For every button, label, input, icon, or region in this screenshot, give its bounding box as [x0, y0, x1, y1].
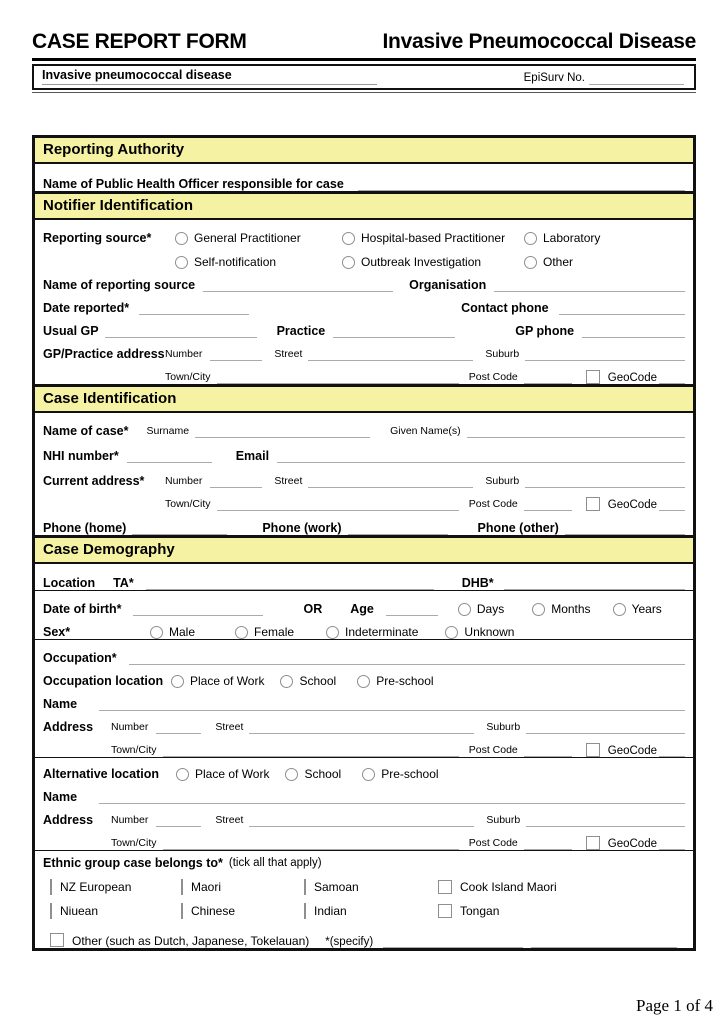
alt-suburb-input[interactable] — [526, 812, 685, 827]
option-indeterminate[interactable] — [326, 625, 418, 639]
gp-number-input[interactable] — [210, 346, 262, 361]
radio-male[interactable] — [150, 626, 163, 639]
option-label: Samoan — [314, 880, 359, 894]
option-hospital-based-practitioner[interactable] — [342, 231, 524, 245]
radio-alt-place-of-work[interactable] — [176, 768, 189, 781]
post-code-label: Post Code — [468, 837, 518, 849]
town-city-label: Town/City — [165, 498, 211, 510]
location-label: Location — [43, 576, 96, 590]
option-occ-place-of-work[interactable] — [171, 674, 264, 688]
row-nhi-email — [35, 438, 693, 463]
age-input[interactable] — [386, 601, 438, 616]
geocode-label: GeoCode — [607, 745, 657, 757]
option-label: Other — [543, 255, 574, 269]
officer-name-input[interactable] — [358, 176, 685, 191]
radio-alt-pre-school[interactable] — [362, 768, 375, 781]
nhi-input[interactable] — [127, 448, 212, 463]
option-ethnic-other[interactable] — [50, 933, 309, 948]
number-label: Number — [111, 814, 149, 826]
reporting-source-name-label: Name of reporting source — [43, 278, 196, 292]
option-label: Place of Work — [195, 767, 270, 781]
specify-input-1[interactable] — [383, 933, 523, 948]
occ-towncity-input[interactable] — [163, 742, 459, 757]
street-label: Street — [274, 348, 303, 360]
row-alt-address — [35, 804, 693, 827]
row-ethnic-other — [35, 923, 693, 948]
reporting-source-label: Reporting source* — [43, 231, 152, 245]
checkbox-cook-island-maori[interactable] — [438, 880, 452, 894]
box-shadow-rule — [32, 92, 696, 93]
option-maori[interactable] — [181, 880, 304, 894]
suburb-label: Suburb — [486, 814, 521, 826]
surname-label: Surname — [146, 425, 190, 437]
row-date-of-birth — [35, 591, 693, 616]
phone-home-input[interactable] — [132, 520, 227, 535]
usual-gp-label: Usual GP — [43, 324, 99, 338]
contact-phone-input[interactable] — [559, 300, 685, 315]
title-bar — [32, 30, 696, 54]
street-label: Street — [215, 814, 244, 826]
checkbox-samoan[interactable] — [304, 879, 306, 895]
option-label: Maori — [191, 880, 222, 894]
radio-laboratory[interactable] — [524, 232, 537, 245]
ta-input[interactable] — [146, 575, 434, 590]
radio-occ-place-of-work[interactable] — [171, 675, 184, 688]
radio-indeterminate[interactable] — [326, 626, 339, 639]
option-label: Chinese — [191, 904, 236, 918]
case-towncity-input[interactable] — [217, 496, 459, 511]
row-reporting-source-2 — [35, 245, 693, 269]
number-label: Number — [165, 475, 203, 487]
date-reported-input[interactable] — [139, 300, 249, 315]
radio-occ-school[interactable] — [280, 675, 293, 688]
option-label: Cook Island Maori — [460, 880, 557, 894]
title-rule — [32, 58, 696, 61]
occ-postcode-input[interactable] — [524, 742, 572, 757]
option-alt-pre-school[interactable] — [362, 767, 438, 781]
post-code-label: Post Code — [468, 498, 518, 510]
radio-other-source[interactable] — [524, 256, 537, 269]
option-chinese[interactable] — [181, 904, 304, 918]
contact-phone-label: Contact phone — [461, 301, 549, 315]
row-officer — [35, 164, 693, 191]
option-outbreak-investigation[interactable] — [342, 255, 524, 269]
disease-name-value: Invasive pneumococcal disease — [42, 68, 377, 85]
phone-other-label: Phone (other) — [477, 521, 559, 535]
row-reporting-source-name — [35, 269, 693, 292]
checkbox-geocode-occ[interactable] — [586, 743, 600, 757]
section-reporting-authority: Reporting Authority — [35, 138, 693, 164]
option-label: Niuean — [60, 904, 99, 918]
checkbox-geocode-case[interactable] — [586, 497, 600, 511]
option-label: Female — [254, 625, 295, 639]
radio-self-notification[interactable] — [175, 256, 188, 269]
option-occ-pre-school[interactable] — [357, 674, 433, 688]
row-gp-town-city — [35, 361, 693, 384]
section-notifier-identification: Notifier Identification — [35, 191, 693, 220]
row-alt-name — [35, 781, 693, 804]
section-case-identification: Case Identification — [35, 384, 693, 413]
alt-number-input[interactable] — [156, 812, 201, 827]
street-label: Street — [215, 721, 244, 733]
nhi-number-label: NHI number* — [43, 449, 119, 463]
phone-work-label: Phone (work) — [262, 521, 342, 535]
option-label: School — [299, 674, 337, 688]
radio-months[interactable] — [532, 603, 545, 616]
row-sex — [35, 616, 693, 639]
given-names-input[interactable] — [467, 423, 685, 438]
row-alt-town-city — [35, 827, 693, 850]
town-city-label: Town/City — [111, 744, 157, 756]
row-occ-town-city — [35, 734, 693, 757]
option-self-notification[interactable] — [175, 255, 342, 269]
case-suburb-input[interactable] — [525, 473, 685, 488]
address-label: Address — [43, 720, 94, 734]
option-label: Self-notification — [194, 255, 277, 269]
row-usual-gp — [35, 315, 693, 338]
occ-suburb-input[interactable] — [526, 719, 685, 734]
checkbox-geocode-gp[interactable] — [586, 370, 600, 384]
reporting-source-name-input[interactable] — [203, 277, 393, 292]
option-label: Pre-school — [376, 674, 434, 688]
alt-geocode-input[interactable] — [659, 835, 685, 850]
checkbox-chinese[interactable] — [181, 903, 183, 919]
street-label: Street — [274, 475, 303, 487]
option-unknown[interactable] — [445, 625, 514, 639]
checkbox-tongan[interactable] — [438, 904, 452, 918]
gp-postcode-input[interactable] — [524, 369, 572, 384]
episurv-input[interactable] — [589, 70, 684, 85]
alt-postcode-input[interactable] — [524, 835, 572, 850]
dhb-label: DHB* — [461, 576, 494, 590]
geocode-label: GeoCode — [607, 372, 657, 384]
geocode-label: GeoCode — [607, 499, 657, 511]
date-of-birth-label: Date of birth* — [43, 602, 122, 616]
option-label: Other (such as Dutch, Japanese, Tokelauan) — [72, 934, 310, 948]
checkbox-maori[interactable] — [181, 879, 183, 895]
radio-unknown[interactable] — [445, 626, 458, 639]
option-male[interactable] — [150, 625, 195, 639]
gp-geocode-input[interactable] — [659, 369, 685, 384]
radio-outbreak-investigation[interactable] — [342, 256, 355, 269]
radio-years[interactable] — [613, 603, 626, 616]
gp-suburb-input[interactable] — [525, 346, 685, 361]
organisation-label: Organisation — [409, 278, 487, 292]
email-input[interactable] — [277, 448, 685, 463]
or-label: OR — [303, 602, 323, 616]
option-cook-island-maori[interactable] — [438, 880, 557, 894]
practice-label: Practice — [276, 324, 326, 338]
option-months[interactable] — [532, 602, 590, 616]
radio-hospital-based-practitioner[interactable] — [342, 232, 355, 245]
suburb-label: Suburb — [486, 721, 521, 733]
row-name-of-case — [35, 413, 693, 438]
suburb-label: Suburb — [485, 348, 520, 360]
town-city-label: Town/City — [165, 371, 211, 383]
geocode-label: GeoCode — [607, 838, 657, 850]
alternative-location-label: Alternative location — [43, 767, 159, 781]
alt-name-input[interactable] — [99, 789, 685, 804]
specify-input-2[interactable] — [531, 933, 677, 948]
option-label: Unknown — [464, 625, 515, 639]
case-postcode-input[interactable] — [524, 496, 572, 511]
given-names-label: Given Name(s) — [390, 425, 461, 437]
occupation-location-label: Occupation location — [43, 674, 164, 688]
dhb-input[interactable] — [504, 575, 685, 590]
option-alt-school[interactable] — [285, 767, 341, 781]
form-title: CASE REPORT FORM — [32, 30, 247, 53]
number-label: Number — [165, 348, 203, 360]
row-location — [35, 564, 693, 590]
age-label: Age — [350, 602, 374, 616]
dob-input[interactable] — [133, 601, 263, 616]
option-niuean[interactable] — [50, 904, 181, 918]
current-address-label: Current address* — [43, 474, 145, 488]
radio-occ-pre-school[interactable] — [357, 675, 370, 688]
organisation-input[interactable] — [494, 277, 685, 292]
suburb-label: Suburb — [485, 475, 520, 487]
option-years[interactable] — [613, 602, 662, 616]
row-occupation — [35, 640, 693, 665]
option-general-practitioner[interactable] — [175, 231, 342, 245]
row-alternative-location — [35, 758, 693, 781]
option-label: Months — [551, 602, 591, 616]
specify-label: *(specify) — [325, 936, 374, 948]
post-code-label: Post Code — [468, 744, 518, 756]
gp-practice-address-label: GP/Practice address — [43, 347, 165, 361]
row-ethnic-label — [35, 851, 693, 875]
name-of-case-label: Name of case* — [43, 424, 129, 438]
row-case-town-city — [35, 488, 693, 511]
ethnic-note: (tick all that apply) — [228, 857, 322, 869]
option-occ-school[interactable] — [280, 674, 336, 688]
option-female[interactable] — [235, 625, 294, 639]
post-code-label: Post Code — [468, 371, 518, 383]
case-geocode-input[interactable] — [659, 496, 685, 511]
gp-street-input[interactable] — [308, 346, 473, 361]
checkbox-geocode-alt[interactable] — [586, 836, 600, 850]
name-label: Name — [43, 790, 78, 804]
town-city-label: Town/City — [111, 837, 157, 849]
checkbox-ethnic-other[interactable] — [50, 933, 64, 947]
case-report-form — [32, 135, 696, 951]
option-label: Days — [476, 602, 505, 616]
number-label: Number — [111, 721, 149, 733]
alt-towncity-input[interactable] — [163, 835, 459, 850]
occ-geocode-input[interactable] — [659, 742, 685, 757]
name-label: Name — [43, 697, 78, 711]
option-label: Indeterminate — [345, 625, 419, 639]
option-days[interactable] — [458, 602, 504, 616]
row-current-address — [35, 463, 693, 488]
checkbox-nz-european[interactable] — [50, 879, 52, 895]
disease-title: Invasive Pneumococcal Disease — [382, 30, 696, 53]
episurv-label: EpiSurv No. — [523, 71, 585, 84]
case-number-input[interactable] — [210, 473, 262, 488]
option-label: Years — [631, 602, 662, 616]
officer-label: Name of Public Health Officer responsible for case — [43, 177, 344, 191]
radio-general-practitioner[interactable] — [175, 232, 188, 245]
option-indian[interactable] — [304, 904, 438, 918]
option-label: General Practitioner — [194, 231, 301, 245]
email-label: Email — [235, 449, 270, 463]
page-number: Page 1 of 4 — [636, 996, 713, 1015]
checkbox-niuean[interactable] — [50, 903, 52, 919]
option-samoan[interactable] — [304, 880, 438, 894]
occ-name-input[interactable] — [99, 696, 685, 711]
date-reported-label: Date reported* — [43, 301, 130, 315]
row-gp-practice-address — [35, 338, 693, 361]
option-other-source[interactable] — [524, 255, 573, 269]
row-phones — [35, 511, 693, 535]
option-nz-european[interactable] — [50, 880, 181, 894]
alt-street-input[interactable] — [249, 812, 474, 827]
option-label: Indian — [314, 904, 347, 918]
occupation-label: Occupation* — [43, 651, 117, 665]
option-label: Outbreak Investigation — [361, 255, 482, 269]
gp-towncity-input[interactable] — [217, 369, 459, 384]
row-occ-address — [35, 711, 693, 734]
option-label: School — [304, 767, 342, 781]
option-label: Pre-school — [381, 767, 439, 781]
row-ethnic-1 — [35, 875, 693, 899]
option-label: Hospital-based Practitioner — [361, 231, 506, 245]
case-street-input[interactable] — [308, 473, 473, 488]
occ-street-input[interactable] — [249, 719, 474, 734]
radio-days[interactable] — [458, 603, 471, 616]
option-label: Laboratory — [543, 231, 601, 245]
sex-label: Sex* — [43, 625, 71, 639]
gp-phone-input[interactable] — [582, 323, 685, 338]
row-reporting-source-1 — [35, 220, 693, 245]
row-ethnic-2 — [35, 899, 693, 923]
surname-input[interactable] — [195, 423, 370, 438]
option-laboratory[interactable] — [524, 231, 600, 245]
occ-number-input[interactable] — [156, 719, 201, 734]
checkbox-indian[interactable] — [304, 903, 306, 919]
row-date-reported — [35, 292, 693, 315]
phone-work-input[interactable] — [348, 520, 448, 535]
option-label: Male — [169, 625, 196, 639]
disease-box — [32, 64, 696, 90]
occupation-input[interactable] — [129, 650, 685, 665]
ethnic-group-label: Ethnic group case belongs to* — [43, 856, 223, 870]
ta-label: TA* — [113, 576, 134, 590]
row-occupation-location — [35, 665, 693, 688]
practice-input[interactable] — [333, 323, 455, 338]
section-case-demography: Case Demography — [35, 535, 693, 564]
option-label: NZ European — [60, 880, 132, 894]
phone-other-input[interactable] — [565, 520, 685, 535]
option-label: Place of Work — [190, 674, 265, 688]
usual-gp-input[interactable] — [105, 323, 257, 338]
address-label: Address — [43, 813, 94, 827]
phone-home-label: Phone (home) — [43, 521, 127, 535]
option-alt-place-of-work[interactable] — [176, 767, 269, 781]
row-occ-name — [35, 688, 693, 711]
option-label: Tongan — [460, 904, 500, 918]
episurv-group — [524, 70, 684, 85]
radio-alt-school[interactable] — [285, 768, 298, 781]
gp-phone-label: GP phone — [515, 324, 575, 338]
option-tongan[interactable] — [438, 904, 499, 918]
radio-female[interactable] — [235, 626, 248, 639]
